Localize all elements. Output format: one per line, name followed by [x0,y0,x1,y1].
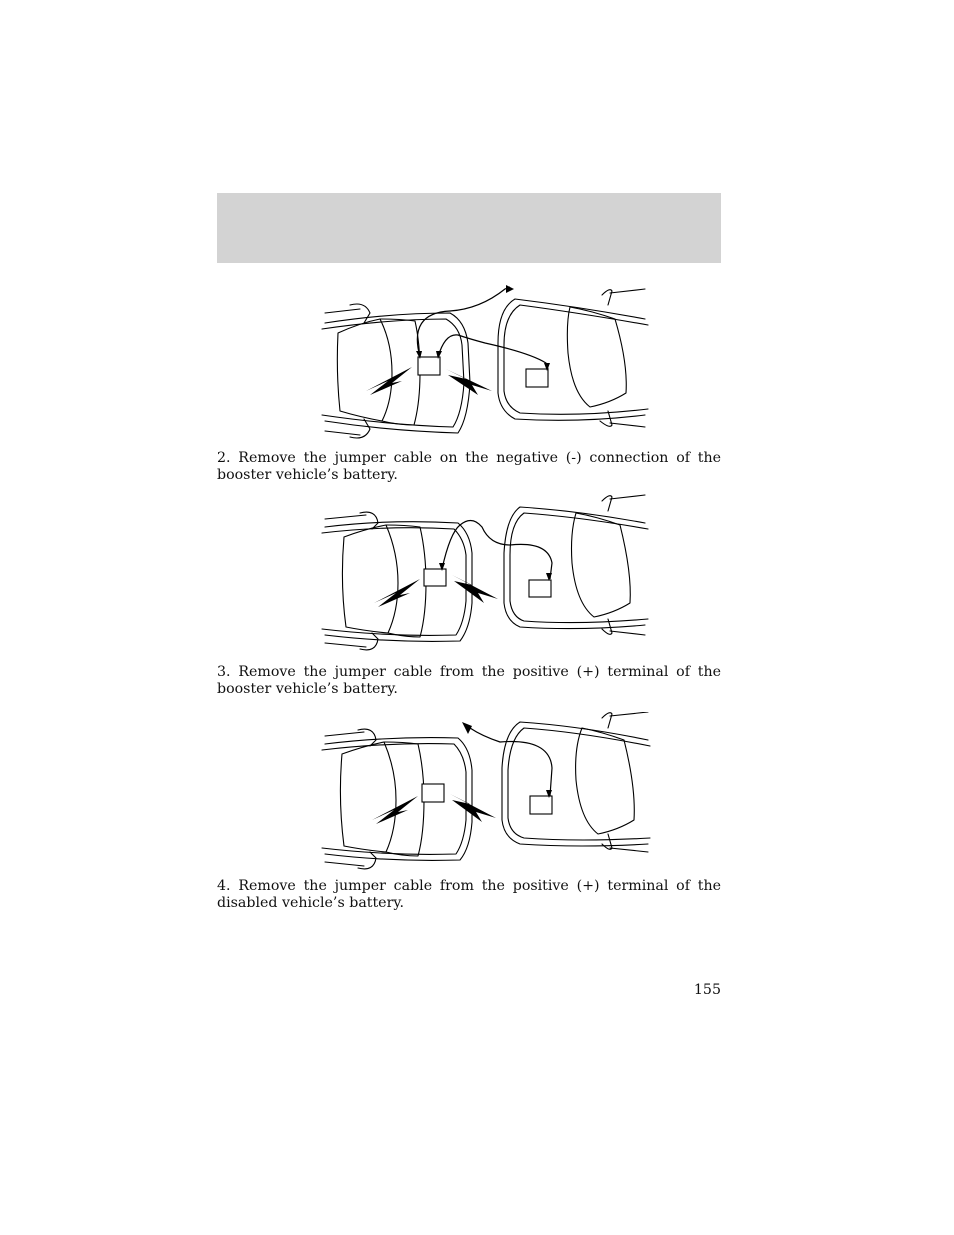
spark-bolt-icon [452,575,498,603]
booster-battery-icon [529,580,551,597]
cars-illustration [310,712,655,872]
spark-bolt-icon [366,367,412,395]
jumper-diagram-step-2 [310,283,655,443]
spark-bolt-icon [450,794,496,822]
booster-battery-icon [530,796,552,814]
jumper-diagram-step-3 [310,493,655,653]
step-2-text: 2. Remove the jumper cable on the negative (-) connection of the booster vehicle’s battery. [217,450,721,483]
section-header-band [217,193,721,263]
disabled-battery-icon [422,784,444,802]
step-4-text: 4. Remove the jumper cable from the positive (+) terminal of the disabled vehicle’s battery. [217,878,721,911]
jumper-diagram-step-4 [310,712,655,872]
booster-battery-icon [526,369,548,387]
cars-illustration [310,283,655,443]
page-number: 155 [693,982,721,998]
disabled-battery-icon [418,357,440,375]
disabled-battery-icon [424,569,446,586]
cars-illustration [310,493,655,653]
step-3-text: 3. Remove the jumper cable from the positive (+) terminal of the booster vehicle’s battery. [217,664,721,697]
